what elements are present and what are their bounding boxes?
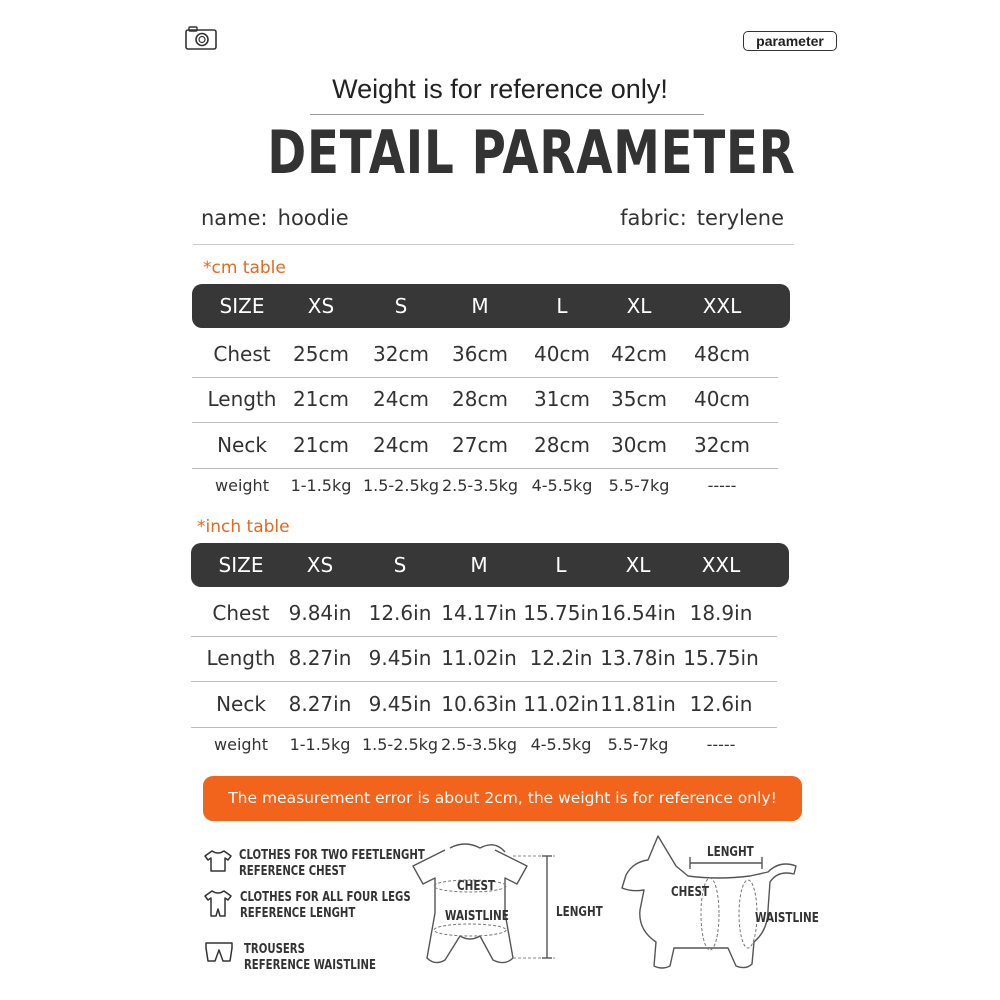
- table-cell: 15.75in: [683, 646, 759, 670]
- measurement-banner: The measurement error is about 2cm, the weight is for reference only!: [203, 776, 802, 821]
- table-cell: 5.5-7kg: [608, 476, 670, 495]
- row-label: Length: [207, 387, 277, 411]
- legend-item: [244, 942, 376, 974]
- row-label: Length: [206, 646, 276, 670]
- row-label: weight: [215, 476, 269, 495]
- table-cell: 28cm: [534, 433, 590, 457]
- inch-table-title: *inch table: [197, 517, 290, 537]
- cm-table-title: *cm table: [203, 258, 286, 278]
- row-label: Chest: [213, 342, 271, 366]
- product-name: [201, 206, 349, 230]
- table-cell: 5.5-7kg: [607, 735, 669, 754]
- row-label: Neck: [216, 692, 266, 716]
- table-cell: 1.5-2.5kg: [362, 476, 440, 495]
- table-cell: 27cm: [452, 433, 508, 457]
- table-cell: 15.75in: [523, 601, 599, 625]
- table-cell: 40cm: [534, 342, 590, 366]
- length-label: LENGHT: [556, 905, 603, 920]
- header-cell: M: [471, 294, 489, 318]
- table-cell: 32cm: [694, 433, 750, 457]
- row-label: Chest: [212, 601, 270, 625]
- legend-line: REFERENCE WAISTLINE: [244, 958, 376, 973]
- table-header: [192, 284, 790, 328]
- table-cell: -----: [707, 476, 737, 495]
- table-cell: 9.45in: [368, 646, 432, 670]
- table-cell: 9.45in: [368, 692, 432, 716]
- page-title: DETAIL PARAMETER: [267, 118, 796, 188]
- name-value: hoodie: [277, 206, 349, 230]
- legend-line: CLOTHES FOR ALL FOUR LEGS: [240, 890, 411, 905]
- table-cell: 12.2in: [529, 646, 593, 670]
- table-cell: 30cm: [611, 433, 667, 457]
- table-row: [192, 332, 778, 378]
- table-cell: 16.54in: [600, 601, 676, 625]
- table-cell: 11.02in: [523, 692, 599, 716]
- weight-note: Weight is for reference only!: [332, 74, 668, 104]
- header-cell: XXL: [702, 294, 742, 318]
- table-cell: 36cm: [452, 342, 508, 366]
- legend-item: [239, 848, 425, 880]
- camera-icon: [185, 26, 217, 50]
- table-cell: 32cm: [373, 342, 429, 366]
- table-row: [191, 636, 777, 682]
- divider: [310, 114, 704, 115]
- table-cell: 25cm: [293, 342, 349, 366]
- table-cell: 21cm: [293, 387, 349, 411]
- table-cell: 4-5.5kg: [531, 476, 593, 495]
- header-cell: XS: [307, 294, 335, 318]
- table-cell: 42cm: [611, 342, 667, 366]
- header-cell: XXL: [701, 553, 741, 577]
- table-cell: 12.6in: [689, 692, 753, 716]
- header-cell: XS: [306, 553, 334, 577]
- table-cell: 18.9in: [689, 601, 753, 625]
- table-cell: 8.27in: [288, 692, 352, 716]
- table-cell: 14.17in: [441, 601, 517, 625]
- tshirt-icon: [203, 849, 233, 873]
- header-cell: XL: [626, 294, 652, 318]
- header-cell: XL: [625, 553, 651, 577]
- table-cell: 2.5-3.5kg: [440, 735, 518, 754]
- dog-length-label: LENGHT: [707, 845, 754, 860]
- table-cell: 9.84in: [288, 601, 352, 625]
- table-cell: 10.63in: [441, 692, 517, 716]
- header-cell: SIZE: [218, 553, 264, 577]
- table-cell: 28cm: [452, 387, 508, 411]
- table-cell: 40cm: [694, 387, 750, 411]
- table-cell: 31cm: [534, 387, 590, 411]
- divider: [193, 244, 794, 245]
- legend-line: CLOTHES FOR TWO FEETLENGHT: [239, 848, 425, 863]
- header-cell: S: [393, 553, 407, 577]
- table-cell: 8.27in: [288, 646, 352, 670]
- header-cell: M: [470, 553, 488, 577]
- table-cell: 13.78in: [600, 646, 676, 670]
- header-cell: SIZE: [219, 294, 265, 318]
- chest-label: CHEST: [457, 879, 496, 894]
- table-cell: 2.5-3.5kg: [441, 476, 519, 495]
- fabric-value: terylene: [696, 206, 784, 230]
- product-fabric: [620, 206, 784, 230]
- legend-line: TROUSERS: [244, 942, 305, 957]
- row-label: weight: [214, 735, 268, 754]
- table-row: [191, 726, 777, 771]
- table-cell: 1-1.5kg: [289, 735, 351, 754]
- parameter-badge: parameter: [743, 31, 837, 51]
- table-cell: 21cm: [293, 433, 349, 457]
- table-row: [192, 423, 778, 469]
- table-cell: 24cm: [373, 433, 429, 457]
- table-cell: 35cm: [611, 387, 667, 411]
- table-cell: 48cm: [694, 342, 750, 366]
- fabric-label: fabric:: [620, 206, 687, 230]
- table-row: [191, 682, 777, 728]
- table-cell: 1-1.5kg: [290, 476, 352, 495]
- legend-line: REFERENCE LENGHT: [240, 906, 356, 921]
- table-cell: 11.81in: [600, 692, 676, 716]
- jumpsuit-icon: [203, 889, 233, 919]
- table-cell: 11.02in: [441, 646, 517, 670]
- row-label: Neck: [217, 433, 267, 457]
- trousers-icon: [203, 940, 235, 964]
- legend-item: [240, 890, 411, 922]
- table-row: [192, 467, 778, 512]
- header-cell: L: [555, 553, 567, 577]
- header-cell: L: [556, 294, 568, 318]
- legend-line: REFERENCE CHEST: [239, 864, 346, 879]
- table-cell: 4-5.5kg: [530, 735, 592, 754]
- table-row: [191, 591, 777, 637]
- table-cell: -----: [706, 735, 736, 754]
- table-row: [192, 377, 778, 423]
- table-header: [191, 543, 789, 587]
- header-cell: S: [394, 294, 408, 318]
- dog-waistline-label: WAISTLINE: [755, 911, 819, 926]
- table-cell: 24cm: [373, 387, 429, 411]
- table-cell: 12.6in: [368, 601, 432, 625]
- table-cell: 1.5-2.5kg: [361, 735, 439, 754]
- name-label: name:: [201, 206, 268, 230]
- dog-chest-label: CHEST: [671, 885, 710, 900]
- waistline-label: WAISTLINE: [445, 909, 509, 924]
